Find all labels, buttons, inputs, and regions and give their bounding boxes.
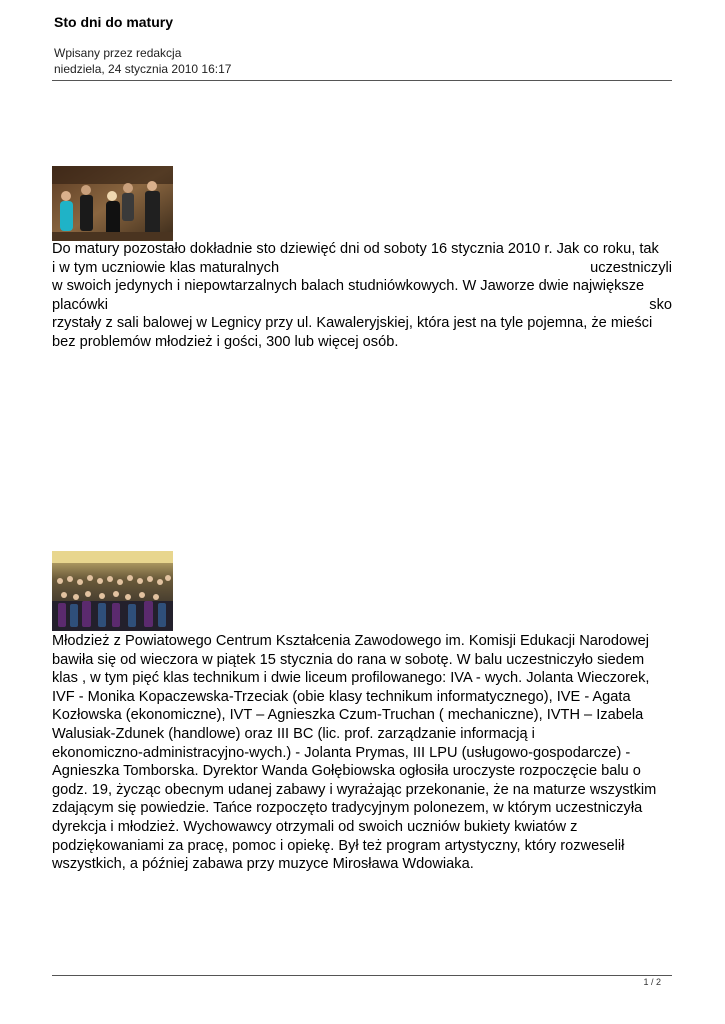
text-line: w swoich jedynych i niepowtarzalnych balach studniówkowych. W Jaworze dwie największe (52, 278, 645, 295)
text-line: zdającym się powiedzie. Tańce rozpoczęto tradycyjnym polonezem, w którym uczestniczyła (52, 800, 643, 817)
article-author: Wpisany przez redakcja (54, 46, 182, 60)
text-line: Agnieszka Tomborska. Dyrektor Wanda Gołębiowska ogłosiła uroczyste rozpoczęcie balu o (52, 763, 641, 780)
text-line: rzystały z sali balowej w Legnicy przy ul. Kawaleryjskiej, która jest na tyle pojemna, że mieści (52, 315, 653, 332)
footer-divider (52, 975, 672, 976)
photo-dancing-couples (52, 166, 173, 241)
text-line: bawiła się od wieczora w piątek 15 stycznia do rana w sobotę. W balu uczestniczyło siedem (52, 651, 645, 668)
text-line: ekonomiczno-administracyjno-wych.) - Jolanta Prymas, III LPU (usługowo-gospodarcze) - (52, 744, 631, 761)
article-title: Sto dni do matury (54, 14, 173, 30)
text-line: podziękowaniami za pracę, pomoc i opiekę. Był też program artystyczny, który rozweselił (52, 837, 625, 854)
text-line: godz. 19, życząc obecnym udanej zabawy i wyrażając przekonanie, że na maturze wszystkim (52, 781, 657, 798)
text-line: Młodzież z Powiatowego Centrum Kształcenia Zawodowego im. Komisji Edukacji Narodowej (52, 633, 649, 649)
paragraph-ball-report (52, 632, 672, 874)
text-line: bez problemów młodzież i gości, 300 lub więcej osób. (52, 333, 399, 350)
text-line (52, 296, 672, 315)
page-number: 1 / 2 (643, 977, 661, 987)
text-fragment: i w tym uczniowie klas maturalnych (52, 259, 280, 276)
text-line: dyrekcja i młodzież. Wychowawcy otrzymali od swoich uczniów bukiety kwiatów z (52, 818, 578, 835)
text-line: klas , w tym pięć klas technikum i dwie liceum profilowanego: IVA - wych. Jolanta Wieczorek, (52, 670, 650, 687)
text-line: Kozłowska (ekonomiczne), IVT – Agnieszka Czum-Truchan ( mechaniczne), IVTH – Izabela (52, 707, 644, 724)
text-line: Walusiak-Zdunek (handlowe) oraz III BC (lic. prof. zarządzanie informacją i (52, 725, 535, 742)
text-fragment: sko (649, 296, 672, 313)
header-divider (52, 80, 672, 81)
text-line (52, 259, 672, 278)
text-line: IVF - Monika Kopaczewska-Trzeciak (obie klasy technikum informatycznego), IVE - Agata (52, 688, 631, 705)
text-line: wszystkich, a później zabawa przy muzyce Mirosława Wdowiaka. (52, 856, 474, 873)
text-fragment: placówki (52, 296, 108, 313)
text-line: Do matury pozostało dokładnie sto dziewięć dni od soboty 16 stycznia 2010 r. Jak co roku, tak (52, 241, 659, 257)
paragraph-intro (52, 240, 672, 352)
text-fragment: uczestniczyli (590, 259, 672, 276)
article-date: niedziela, 24 stycznia 2010 16:17 (54, 62, 232, 76)
photo-ballroom-crowd (52, 551, 173, 631)
